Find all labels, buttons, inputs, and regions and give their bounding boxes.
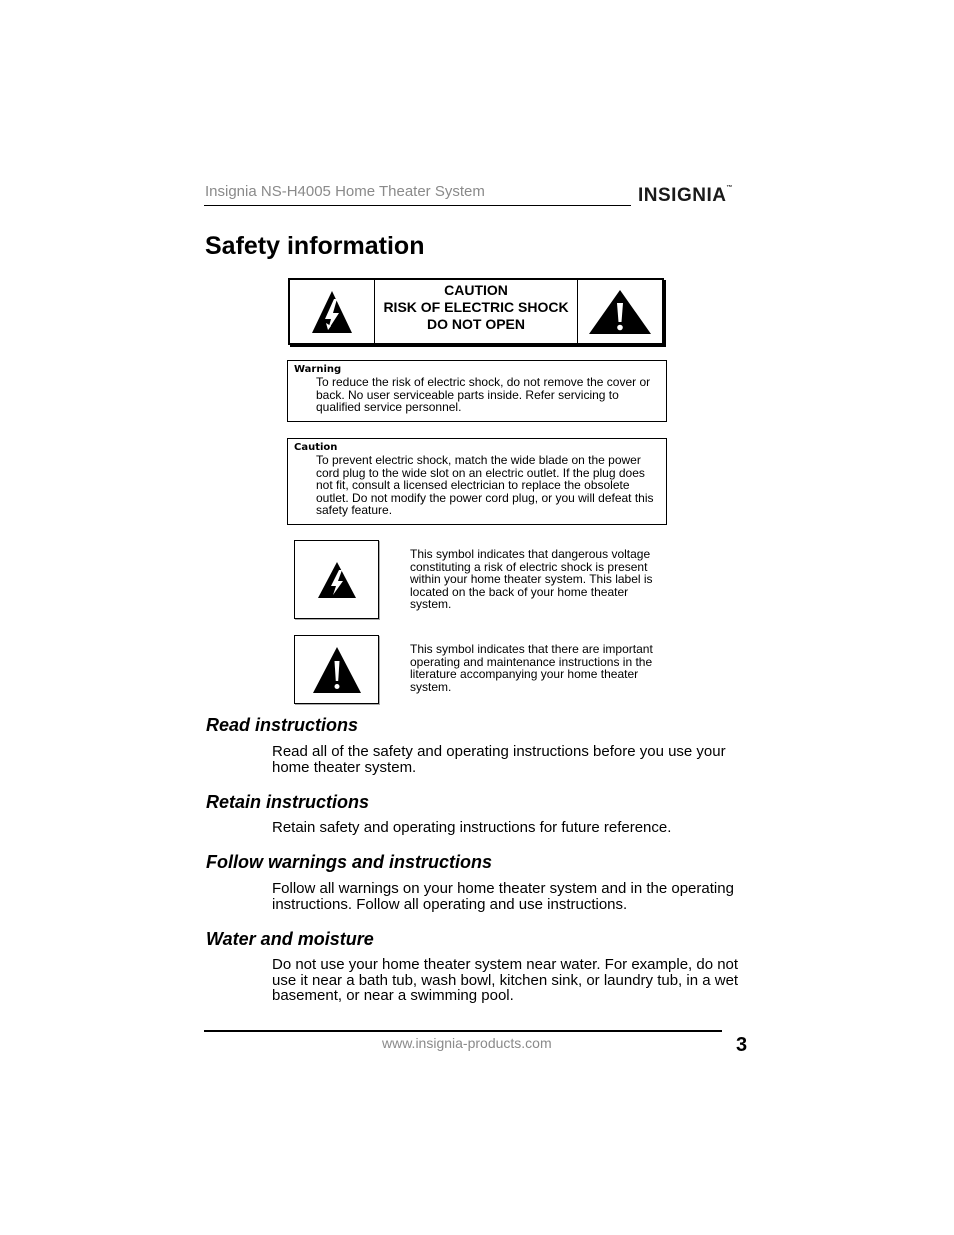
symbol-frame-exclamation <box>294 635 379 704</box>
caution-notice <box>287 438 667 525</box>
symbol-description-exclamation: This symbol indicates that there are important operating and maintenance instructions in the literature accompanying your home theater system. <box>410 642 653 694</box>
caution-label-box <box>288 278 664 345</box>
logo-text: INSIGNIA <box>638 185 727 206</box>
section-body-read: Read all of the safety and operating instructions before you use your home theater system. <box>272 743 726 776</box>
section-body-water: Do not use your home theater system near water. For example, do not use it near a bath tub, wash bowl, kitchen sink, or laundry tub, in a wet basement, or near a swimming pool. <box>272 956 739 1004</box>
header-divider <box>204 205 631 206</box>
lightning-triangle-icon <box>317 561 357 599</box>
symbol-description-lightning: This symbol indicates that dangerous voltage constituting a risk of electric shock is present within your home theater system. This label is located on the back of your home theater system. <box>410 547 653 611</box>
caution-label-line1: CAUTION <box>444 282 508 298</box>
caution-label-line2: RISK OF ELECTRIC SHOCK <box>383 299 569 315</box>
exclamation-triangle-icon <box>311 645 363 695</box>
section-heading-read: Read instructions <box>206 715 359 735</box>
document-title: Insignia NS-H4005 Home Theater System <box>205 183 485 200</box>
caution-label: Caution <box>294 442 338 453</box>
lightning-triangle-icon <box>310 289 354 335</box>
warning-notice <box>287 360 667 422</box>
caution-label-line3: DO NOT OPEN <box>426 316 525 332</box>
caution-text: To prevent electric shock, match the wide blade on the power cord plug to the wide slot on an electric outlet. If the plug does not fit, consult a licensed electrician to replace the obsolete outlet. Do not modify the power cord plug, or you will defeat this safety feature. <box>316 453 654 517</box>
section-heading-retain: Retain instructions <box>206 792 370 812</box>
exclamation-triangle-icon <box>587 288 653 336</box>
warning-label: Warning <box>294 364 342 375</box>
footer-url: www.insignia-products.com <box>382 1035 552 1051</box>
section-heading-follow: Follow warnings and instructions <box>206 852 493 872</box>
page-title: Safety information <box>205 232 425 260</box>
insignia-logo <box>638 185 733 207</box>
section-heading-water: Water and moisture <box>206 929 374 949</box>
caution-label-left-cell <box>290 280 374 343</box>
symbol-frame-lightning <box>294 540 379 619</box>
section-body-retain: Retain safety and operating instructions for future reference. <box>272 819 672 836</box>
footer-divider <box>204 1030 722 1032</box>
section-body-follow: Follow all warnings on your home theater system and in the operating instructions. Follow all operating and use instructions. <box>272 880 734 913</box>
logo-trademark: ™ <box>726 185 733 191</box>
warning-text: To reduce the risk of electric shock, do not remove the cover or back. No user serviceable parts inside. Refer servicing to qualified service personnel. <box>316 375 651 414</box>
caution-label-right-cell <box>578 280 662 343</box>
page-number: 3 <box>736 1034 748 1056</box>
caution-label-text <box>374 280 578 343</box>
